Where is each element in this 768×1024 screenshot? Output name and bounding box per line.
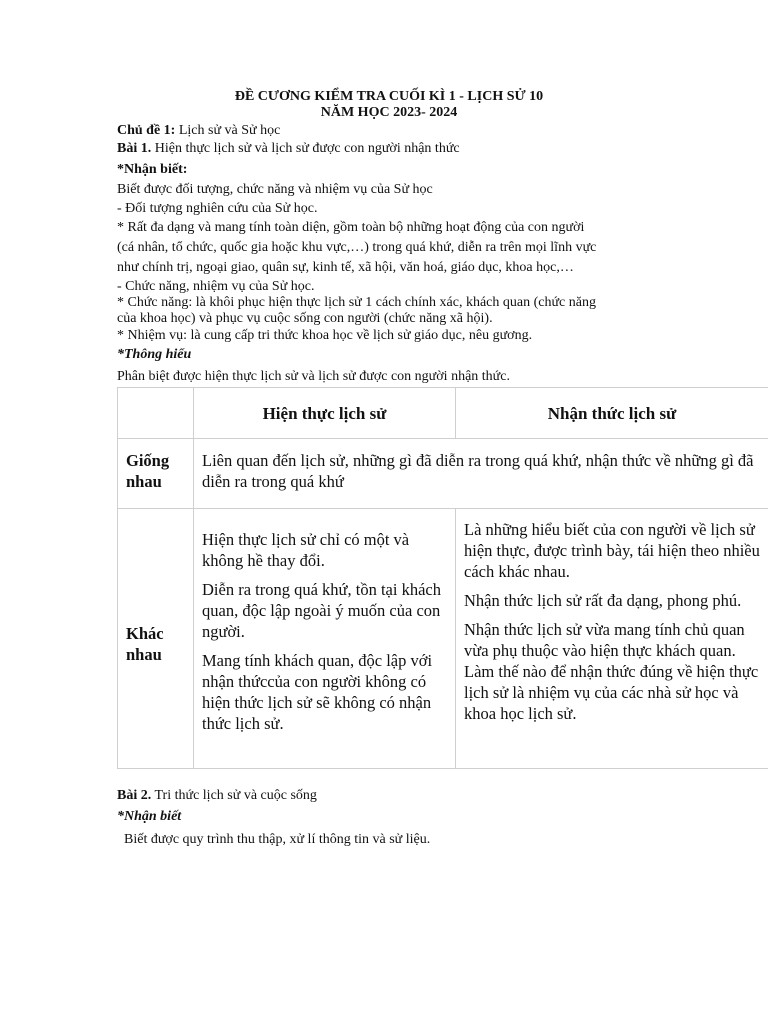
reality-header: Hiện thực lịch sử bbox=[194, 388, 456, 439]
topic-label: Chủ đề 1: bbox=[117, 123, 176, 138]
body-line: Biết được đối tượng, chức năng và nhiệm vụ của Sử học bbox=[117, 182, 433, 197]
topic-text: Lịch sử và Sử học bbox=[175, 123, 281, 138]
comparison-table bbox=[117, 387, 768, 769]
lesson2-recognize-heading: *Nhận biết bbox=[117, 809, 182, 824]
perception-header: Nhận thức lịch sử bbox=[456, 388, 768, 439]
similarity-label bbox=[118, 439, 194, 509]
table-header-row bbox=[118, 388, 768, 439]
similarity-label-line: Giống bbox=[126, 451, 170, 470]
topic-line bbox=[117, 123, 280, 139]
lesson1-label: Bài 1. bbox=[117, 141, 152, 156]
body-line: của khoa học) và phục vụ cuộc sống con người (chức năng xã hội). bbox=[117, 311, 493, 326]
reality-differences bbox=[194, 509, 456, 769]
compare-intro: Phân biệt được hiện thực lịch sử và lịch sử được con người nhận thức. bbox=[117, 369, 510, 384]
body-line: như chính trị, ngoại giao, quân sự, kinh tế, xã hội, văn hoá, giáo dục, khoa học,… bbox=[117, 260, 574, 275]
recognize-heading: *Nhận biết: bbox=[117, 162, 188, 177]
body-line: * Nhiệm vụ: là cung cấp tri thức khoa học về lịch sử giáo dục, nêu gương. bbox=[117, 328, 533, 343]
school-year: NĂM HỌC 2023- 2024 bbox=[320, 105, 458, 120]
lesson2-text: Tri thức lịch sử và cuộc sống bbox=[151, 788, 317, 803]
difference-label-line: Khác bbox=[126, 623, 164, 643]
difference-row bbox=[118, 509, 768, 769]
understand-heading: *Thông hiểu bbox=[117, 347, 192, 362]
lesson1-line bbox=[117, 141, 460, 157]
body-line: - Đối tượng nghiên cứu của Sử học. bbox=[117, 201, 318, 216]
reality-point: Diễn ra trong quá khứ, tồn tại khách quan, độc lập ngoài ý muốn của con người. bbox=[202, 580, 441, 641]
reality-point: Hiện thực lịch sử chỉ có một và không hề thay đổi. bbox=[202, 530, 410, 570]
perception-differences bbox=[456, 509, 768, 769]
document-title: ĐỀ CƯƠNG KIỂM TRA CUỐI KÌ 1 - LỊCH SỬ 10 bbox=[234, 89, 544, 104]
body-line: (cá nhân, tổ chức, quốc gia hoặc khu vực,…) trong quá khứ, diễn ra trên mọi lĩnh vực bbox=[117, 240, 597, 255]
body-line: * Chức năng: là khôi phục hiện thực lịch sử 1 cách chính xác, khách quan (chức năng bbox=[117, 295, 596, 310]
difference-label-line: nhau bbox=[126, 644, 162, 664]
reality-point: Mang tính khách quan, độc lập với nhận thứccủa con người không có hiện thức lịch sử sẽ không có nhận thức lịch sử. bbox=[202, 651, 433, 733]
body-line: - Chức năng, nhiệm vụ của Sử học. bbox=[117, 279, 315, 294]
lesson2-line-text: Biết được quy trình thu thập, xử lí thông tin và sử liệu. bbox=[117, 832, 431, 847]
difference-label bbox=[118, 509, 194, 769]
table-corner-cell bbox=[118, 388, 194, 439]
perception-point: Nhận thức lịch sử vừa mang tính chủ quan vừa phụ thuộc vào hiện thực khách quan. Làm thế nào để nhận thức đúng về hiện thực lịch sử là nhiệm vụ của các nhà sử học và khoa học lịch sử. bbox=[464, 620, 759, 723]
lesson2-line bbox=[117, 788, 317, 804]
body-line: * Rất đa dạng và mang tính toàn diện, gồm toàn bộ những hoạt động của con người bbox=[117, 220, 585, 235]
similarity-text: Liên quan đến lịch sử, những gì đã diễn ra trong quá khứ, nhận thức về những gì đã diễn ra trong quá khứ bbox=[194, 439, 768, 509]
lesson1-text: Hiện thực lịch sử và lịch sử được con người nhận thức bbox=[151, 141, 460, 156]
similarity-label-line: nhau bbox=[126, 472, 162, 491]
perception-point: Nhận thức lịch sử rất đa dạng, phong phú. bbox=[464, 591, 742, 610]
perception-point: Là những hiểu biết của con người về lịch sử hiện thực, được trình bày, tái hiện theo nhiều cách khác nhau. bbox=[464, 520, 760, 581]
similarity-row bbox=[118, 439, 768, 509]
lesson2-label: Bài 2. bbox=[117, 788, 152, 803]
